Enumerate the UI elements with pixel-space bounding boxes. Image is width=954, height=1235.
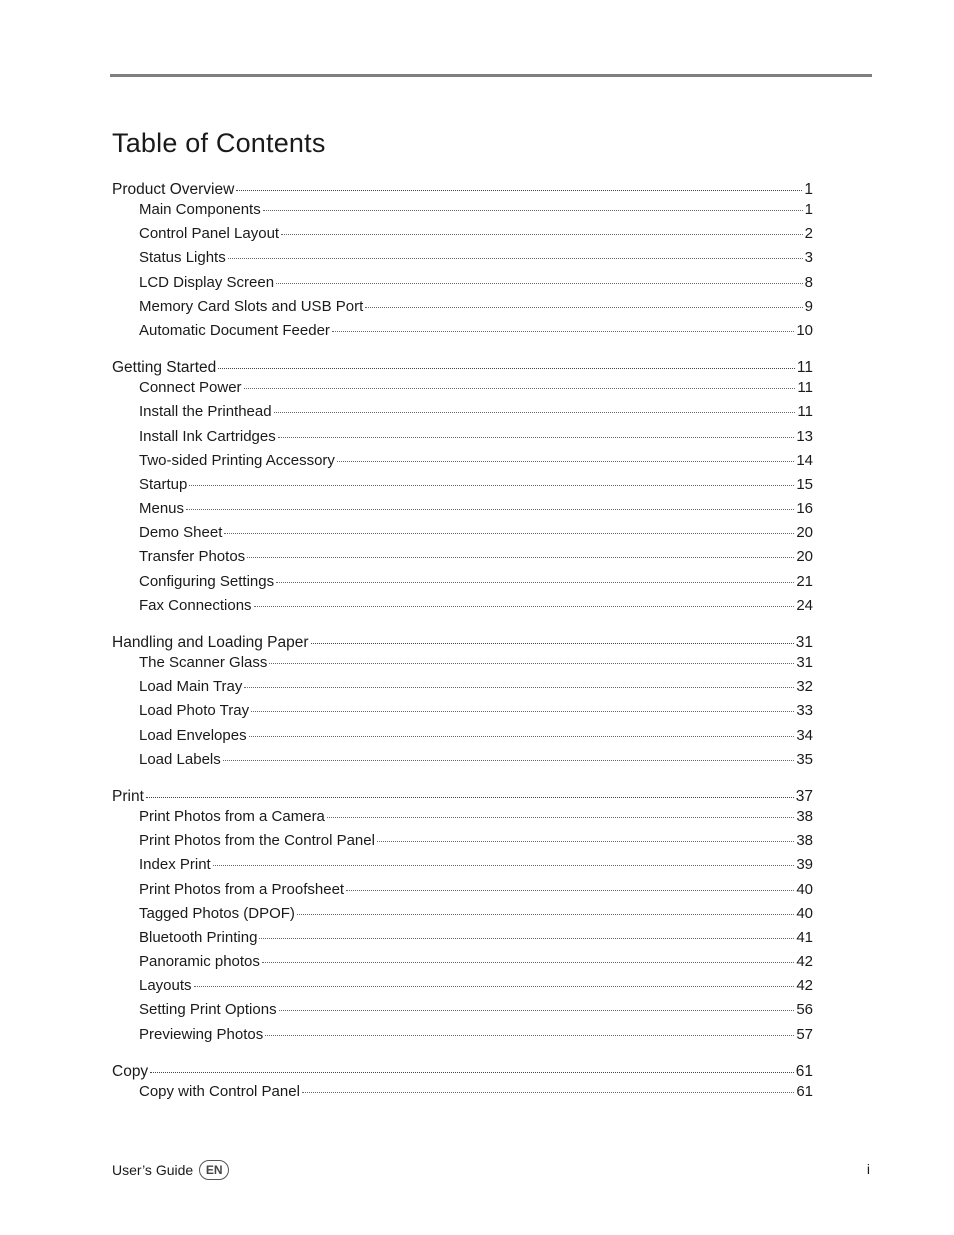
toc-entry-page-number: 24 xyxy=(796,596,813,614)
toc-entry[interactable] xyxy=(112,274,813,298)
toc-entry-page-number: 14 xyxy=(796,451,813,469)
toc-entry[interactable] xyxy=(112,201,813,225)
toc-entry-label: Configuring Settings xyxy=(139,572,275,590)
dot-leader xyxy=(281,234,803,235)
toc-entry-label: Control Panel Layout xyxy=(139,225,280,243)
toc-chapter[interactable] xyxy=(112,1063,813,1083)
toc-entry[interactable] xyxy=(112,452,813,476)
toc-entry-page-number: 11 xyxy=(797,403,813,421)
dot-leader xyxy=(236,190,802,191)
toc-entry-page-number: 20 xyxy=(796,524,813,542)
toc-chapter-page-number: 61 xyxy=(795,1062,813,1080)
toc-entry-label: Two-sided Printing Accessory xyxy=(139,451,335,469)
toc-entry-label: Setting Print Options xyxy=(139,1001,277,1019)
dot-leader xyxy=(146,797,794,798)
toc-entry-page-number: 31 xyxy=(796,654,813,671)
toc-entry[interactable] xyxy=(112,678,813,702)
toc-entry-page-number: 9 xyxy=(804,297,813,315)
toc-entry[interactable] xyxy=(112,808,813,832)
toc-entry[interactable] xyxy=(112,832,813,856)
dot-leader xyxy=(365,307,802,308)
toc-entry-label: Print Photos from the Control Panel xyxy=(139,832,375,850)
dot-leader xyxy=(244,687,794,688)
toc-entry-page-number: 8 xyxy=(804,273,813,291)
toc-entry-page-number: 38 xyxy=(796,807,813,825)
toc-entry-label: Layouts xyxy=(139,977,192,995)
toc-entry-label: Demo Sheet xyxy=(139,524,223,542)
dot-leader xyxy=(259,938,794,939)
toc-entry-label: Panoramic photos xyxy=(139,953,260,971)
toc-section xyxy=(112,634,813,775)
dot-leader xyxy=(247,557,794,558)
dot-leader xyxy=(218,368,795,369)
toc-entry[interactable] xyxy=(112,379,813,403)
dot-leader xyxy=(332,331,794,332)
toc-entry-label: LCD Display Screen xyxy=(139,273,275,291)
toc-entry-label: Startup xyxy=(139,475,188,493)
toc-entry-page-number: 32 xyxy=(796,678,813,696)
toc-entry[interactable] xyxy=(112,702,813,726)
toc-entry-label: Transfer Photos xyxy=(139,548,246,566)
toc-entry-label: Bluetooth Printing xyxy=(139,928,258,946)
toc-entry-label: Automatic Document Feeder xyxy=(139,321,330,339)
toc-entry[interactable] xyxy=(112,654,813,678)
toc-entry-label: Copy with Control Panel xyxy=(139,1082,300,1100)
toc-section xyxy=(112,788,813,1050)
toc-entry[interactable] xyxy=(112,597,813,621)
toc-entry-label: Load Main Tray xyxy=(139,678,243,696)
toc-entry[interactable] xyxy=(112,225,813,249)
toc-entry-page-number: 2 xyxy=(804,225,813,243)
toc-entry-page-number: 21 xyxy=(796,572,813,590)
toc-entry[interactable] xyxy=(112,298,813,322)
top-rule xyxy=(110,74,872,77)
toc-chapter-label: Getting Started xyxy=(112,359,217,377)
toc-entry-page-number: 1 xyxy=(804,201,813,218)
dot-leader xyxy=(278,437,795,438)
toc-entry-page-number: 41 xyxy=(796,928,813,946)
toc-entry[interactable] xyxy=(112,953,813,977)
toc-entry-label: Tagged Photos (DPOF) xyxy=(139,904,295,922)
toc-chapter-page-number: 37 xyxy=(795,787,813,805)
toc-entry-label: Previewing Photos xyxy=(139,1025,264,1043)
toc-chapter[interactable] xyxy=(112,359,813,379)
toc-chapter-label: Product Overview xyxy=(112,181,235,198)
toc-entry[interactable] xyxy=(112,1001,813,1025)
dot-leader xyxy=(311,643,794,644)
toc-entry-page-number: 61 xyxy=(796,1082,813,1100)
toc-entry[interactable] xyxy=(112,573,813,597)
toc-entry-label: Fax Connections xyxy=(139,596,252,614)
toc-chapter-label: Copy xyxy=(112,1062,149,1080)
toc-entry-page-number: 40 xyxy=(796,880,813,898)
dot-leader xyxy=(337,461,794,462)
toc-entry[interactable] xyxy=(112,500,813,524)
toc-entry-label: Status Lights xyxy=(139,249,226,267)
toc-entry[interactable] xyxy=(112,249,813,273)
toc-chapter-label: Handling and Loading Paper xyxy=(112,634,309,651)
toc-chapter-page-number: 11 xyxy=(796,359,813,377)
toc-entry-label: Install Ink Cartridges xyxy=(139,427,276,445)
dot-leader xyxy=(224,533,794,534)
dot-leader xyxy=(279,1010,795,1011)
toc-entry-page-number: 34 xyxy=(796,726,813,744)
toc-entry-label: Load Envelopes xyxy=(139,726,247,744)
toc-entry-label: Load Labels xyxy=(139,750,221,768)
toc-entry[interactable] xyxy=(112,905,813,929)
toc-section xyxy=(112,181,813,346)
dot-leader xyxy=(274,412,796,413)
toc-section xyxy=(112,1063,813,1107)
toc-entry-label: Connect Power xyxy=(139,379,242,397)
toc-chapter-page-number: 31 xyxy=(795,634,813,651)
dot-leader xyxy=(346,890,794,891)
dot-leader xyxy=(189,485,794,486)
toc-entry-page-number: 40 xyxy=(796,904,813,922)
language-badge: EN xyxy=(199,1160,229,1180)
toc-entry[interactable] xyxy=(112,751,813,775)
toc-entry-page-number: 15 xyxy=(796,475,813,493)
toc-entry-label: The Scanner Glass xyxy=(139,654,268,671)
toc-entry-page-number: 56 xyxy=(796,1001,813,1019)
toc-entry-page-number: 39 xyxy=(796,856,813,874)
toc-entry[interactable] xyxy=(112,929,813,953)
toc-chapter-label: Print xyxy=(112,787,144,805)
toc-entry-page-number: 16 xyxy=(796,500,813,518)
footer-left xyxy=(112,1160,229,1180)
dot-leader xyxy=(244,388,796,389)
dot-leader xyxy=(223,760,795,761)
toc-entry[interactable] xyxy=(112,403,813,427)
toc-entry-page-number: 33 xyxy=(796,702,813,720)
dot-leader xyxy=(254,606,795,607)
toc-entry[interactable] xyxy=(112,1026,813,1050)
toc-chapter[interactable] xyxy=(112,181,813,201)
toc-entry-label: Main Components xyxy=(139,201,261,218)
toc-entry-page-number: 35 xyxy=(796,750,813,768)
footer-guide-label: User’s Guide xyxy=(112,1162,194,1178)
toc-entry[interactable] xyxy=(112,548,813,572)
dot-leader xyxy=(249,736,795,737)
dot-leader xyxy=(263,210,803,211)
toc-entry[interactable] xyxy=(112,524,813,548)
toc-entry[interactable] xyxy=(112,977,813,1001)
toc-entry[interactable] xyxy=(112,476,813,500)
toc-entry-page-number: 11 xyxy=(797,379,813,397)
toc-entry-label: Load Photo Tray xyxy=(139,702,250,720)
toc-entry-label: Memory Card Slots and USB Port xyxy=(139,297,364,315)
toc-entry-page-number: 20 xyxy=(796,548,813,566)
toc-entry-label: Print Photos from a Proofsheet xyxy=(139,880,345,898)
toc-entry-page-number: 42 xyxy=(796,977,813,995)
toc-entry-label: Install the Printhead xyxy=(139,403,272,421)
dot-leader xyxy=(150,1072,794,1073)
toc-chapter[interactable] xyxy=(112,788,813,808)
dot-leader xyxy=(194,986,795,987)
dot-leader xyxy=(276,582,794,583)
dot-leader xyxy=(302,1092,794,1093)
toc-entry-label: Print Photos from a Camera xyxy=(139,807,325,825)
dot-leader xyxy=(186,509,794,510)
dot-leader xyxy=(265,1035,794,1036)
toc-entry-page-number: 3 xyxy=(804,249,813,267)
dot-leader xyxy=(228,258,803,259)
toc-entry-page-number: 10 xyxy=(796,321,813,339)
toc-entry[interactable] xyxy=(112,881,813,905)
toc-entry-page-number: 38 xyxy=(796,832,813,850)
dot-leader xyxy=(251,711,794,712)
dot-leader xyxy=(262,962,794,963)
toc-entry[interactable] xyxy=(112,428,813,452)
toc-entry-page-number: 57 xyxy=(796,1025,813,1043)
dot-leader xyxy=(213,865,795,866)
footer-page-number: i xyxy=(866,1161,870,1177)
table-of-contents xyxy=(112,181,813,1120)
toc-entry-label: Menus xyxy=(139,500,185,518)
toc-entry[interactable] xyxy=(112,322,813,346)
dot-leader xyxy=(269,663,794,664)
toc-entry[interactable] xyxy=(112,727,813,751)
toc-entry[interactable] xyxy=(112,1083,813,1107)
toc-entry-page-number: 42 xyxy=(796,953,813,971)
toc-entry-label: Index Print xyxy=(139,856,211,874)
page-title: Table of Contents xyxy=(112,128,326,158)
toc-section xyxy=(112,359,813,621)
dot-leader xyxy=(297,914,794,915)
toc-chapter[interactable] xyxy=(112,634,813,654)
toc-entry-page-number: 13 xyxy=(796,427,813,445)
dot-leader xyxy=(377,841,794,842)
toc-entry[interactable] xyxy=(112,856,813,880)
dot-leader xyxy=(327,817,794,818)
dot-leader xyxy=(276,283,803,284)
toc-chapter-page-number: 1 xyxy=(804,181,813,198)
